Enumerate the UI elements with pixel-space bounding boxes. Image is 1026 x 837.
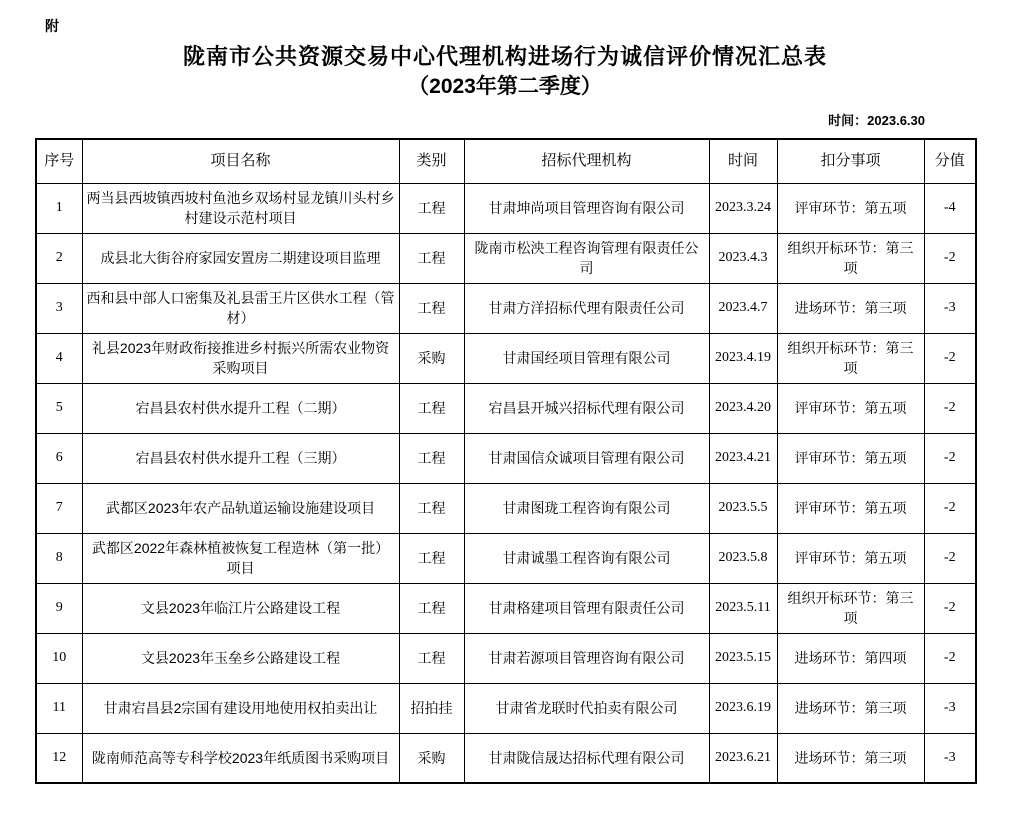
cell-project-name: 成县北大街谷府家园安置房二期建设项目监理: [82, 233, 399, 283]
cell-category: 招拍挂: [399, 683, 464, 733]
cell-score: -3: [924, 733, 976, 783]
cell-project-name: 陇南师范高等专科学校2023年纸质图书采购项目: [82, 733, 399, 783]
cell-deduction-item: 评审环节：第五项: [777, 383, 924, 433]
cell-category: 工程: [399, 533, 464, 583]
header-project: 项目名称: [82, 139, 399, 183]
table-body: [36, 183, 976, 783]
header-score: 分值: [924, 139, 976, 183]
cell-date: 2023.3.24: [709, 183, 777, 233]
cell-row-number: 8: [36, 533, 82, 583]
table-row: [36, 533, 976, 583]
cell-agency-name: 甘肃格建项目管理有限责任公司: [464, 583, 709, 633]
cell-deduction-item: 评审环节：第五项: [777, 483, 924, 533]
cell-project-name: 西和县中部人口密集及礼县雷王片区供水工程（管材）: [82, 283, 399, 333]
cell-deduction-item: 进场环节：第四项: [777, 633, 924, 683]
cell-score: -2: [924, 233, 976, 283]
cell-score: -4: [924, 183, 976, 233]
cell-category: 工程: [399, 633, 464, 683]
cell-row-number: 9: [36, 583, 82, 633]
cell-agency-name: 宕昌县开城兴招标代理有限公司: [464, 383, 709, 433]
header-agency: 招标代理机构: [464, 139, 709, 183]
cell-score: -3: [924, 683, 976, 733]
cell-category: 工程: [399, 183, 464, 233]
cell-deduction-item: 组织开标环节：第三项: [777, 233, 924, 283]
cell-date: 2023.6.21: [709, 733, 777, 783]
cell-score: -2: [924, 333, 976, 383]
cell-deduction-item: 评审环节：第五项: [777, 433, 924, 483]
cell-agency-name: 甘肃方洋招标代理有限责任公司: [464, 283, 709, 333]
cell-deduction-item: 进场环节：第三项: [777, 683, 924, 733]
cell-score: -2: [924, 633, 976, 683]
cell-date: 2023.4.7: [709, 283, 777, 333]
cell-deduction-item: 组织开标环节：第三项: [777, 583, 924, 633]
evaluation-summary-table: [35, 138, 977, 784]
table-row: [36, 683, 976, 733]
header-date: 时间: [709, 139, 777, 183]
cell-row-number: 1: [36, 183, 82, 233]
cell-date: 2023.5.5: [709, 483, 777, 533]
table-row: [36, 483, 976, 533]
cell-project-name: 文县2023年玉垒乡公路建设工程: [82, 633, 399, 683]
cell-row-number: 3: [36, 283, 82, 333]
cell-deduction-item: 组织开标环节：第三项: [777, 333, 924, 383]
cell-score: -2: [924, 433, 976, 483]
cell-deduction-item: 评审环节：第五项: [777, 183, 924, 233]
cell-category: 工程: [399, 483, 464, 533]
cell-date: 2023.5.8: [709, 533, 777, 583]
cell-row-number: 12: [36, 733, 82, 783]
cell-row-number: 5: [36, 383, 82, 433]
cell-category: 工程: [399, 283, 464, 333]
table-row: [36, 633, 976, 683]
cell-date: 2023.5.15: [709, 633, 777, 683]
cell-agency-name: 甘肃若源项目管理咨询有限公司: [464, 633, 709, 683]
cell-agency-name: 甘肃国经项目管理有限公司: [464, 333, 709, 383]
cell-date: 2023.4.20: [709, 383, 777, 433]
table-row: [36, 233, 976, 283]
cell-project-name: 两当县西坡镇西坡村鱼池乡双场村显龙镇川头村乡村建设示范村项目: [82, 183, 399, 233]
cell-category: 工程: [399, 583, 464, 633]
table-row: [36, 433, 976, 483]
cell-project-name: 武都区2022年森林植被恢复工程造林（第一批）项目: [82, 533, 399, 583]
cell-score: -2: [924, 533, 976, 583]
table-row: [36, 183, 976, 233]
cell-project-name: 宕昌县农村供水提升工程（二期）: [82, 383, 399, 433]
cell-project-name: 宕昌县农村供水提升工程（三期）: [82, 433, 399, 483]
cell-agency-name: 甘肃图珑工程咨询有限公司: [464, 483, 709, 533]
cell-date: 2023.4.3: [709, 233, 777, 283]
cell-category: 采购: [399, 733, 464, 783]
cell-row-number: 7: [36, 483, 82, 533]
cell-project-name: 礼县2023年财政衔接推进乡村振兴所需农业物资采购项目: [82, 333, 399, 383]
cell-row-number: 6: [36, 433, 82, 483]
title-block: [35, 42, 975, 102]
cell-row-number: 11: [36, 683, 82, 733]
header-deduction: 扣分事项: [777, 139, 924, 183]
cell-date: 2023.6.19: [709, 683, 777, 733]
page-subtitle: （2023年第二季度）: [408, 75, 602, 98]
cell-date: 2023.4.19: [709, 333, 777, 383]
cell-row-number: 10: [36, 633, 82, 683]
cell-project-name: 文县2023年临江片公路建设工程: [82, 583, 399, 633]
attachment-label: 附: [45, 18, 59, 34]
page-title: 陇南市公共资源交易中心代理机构进场行为诚信评价情况汇总表: [182, 44, 827, 69]
cell-project-name: 甘肃宕昌县2宗国有建设用地使用权拍卖出让: [82, 683, 399, 733]
cell-score: -2: [924, 583, 976, 633]
cell-score: -2: [924, 383, 976, 433]
table-row: [36, 733, 976, 783]
cell-category: 采购: [399, 333, 464, 383]
cell-score: -3: [924, 283, 976, 333]
cell-project-name: 武都区2023年农产品轨道运输设施建设项目: [82, 483, 399, 533]
report-date: 时间：2023.6.30: [828, 113, 925, 128]
cell-category: 工程: [399, 433, 464, 483]
cell-agency-name: 甘肃国信众诚项目管理有限公司: [464, 433, 709, 483]
table-row: [36, 283, 976, 333]
cell-date: 2023.4.21: [709, 433, 777, 483]
cell-agency-name: 陇南市松泱工程咨询管理有限责任公司: [464, 233, 709, 283]
cell-agency-name: 甘肃诚墨工程咨询有限公司: [464, 533, 709, 583]
header-category: 类别: [399, 139, 464, 183]
cell-row-number: 4: [36, 333, 82, 383]
table-row: [36, 333, 976, 383]
cell-category: 工程: [399, 383, 464, 433]
cell-row-number: 2: [36, 233, 82, 283]
cell-deduction-item: 进场环节：第三项: [777, 733, 924, 783]
cell-date: 2023.5.11: [709, 583, 777, 633]
cell-agency-name: 甘肃陇信晟达招标代理有限公司: [464, 733, 709, 783]
cell-agency-name: 甘肃省龙联时代拍卖有限公司: [464, 683, 709, 733]
table-row: [36, 583, 976, 633]
cell-category: 工程: [399, 233, 464, 283]
cell-score: -2: [924, 483, 976, 533]
cell-agency-name: 甘肃坤尚项目管理咨询有限公司: [464, 183, 709, 233]
table-row: [36, 383, 976, 433]
table-header-row: [36, 139, 976, 183]
cell-deduction-item: 进场环节：第三项: [777, 283, 924, 333]
header-no: 序号: [36, 139, 82, 183]
cell-deduction-item: 评审环节：第五项: [777, 533, 924, 583]
